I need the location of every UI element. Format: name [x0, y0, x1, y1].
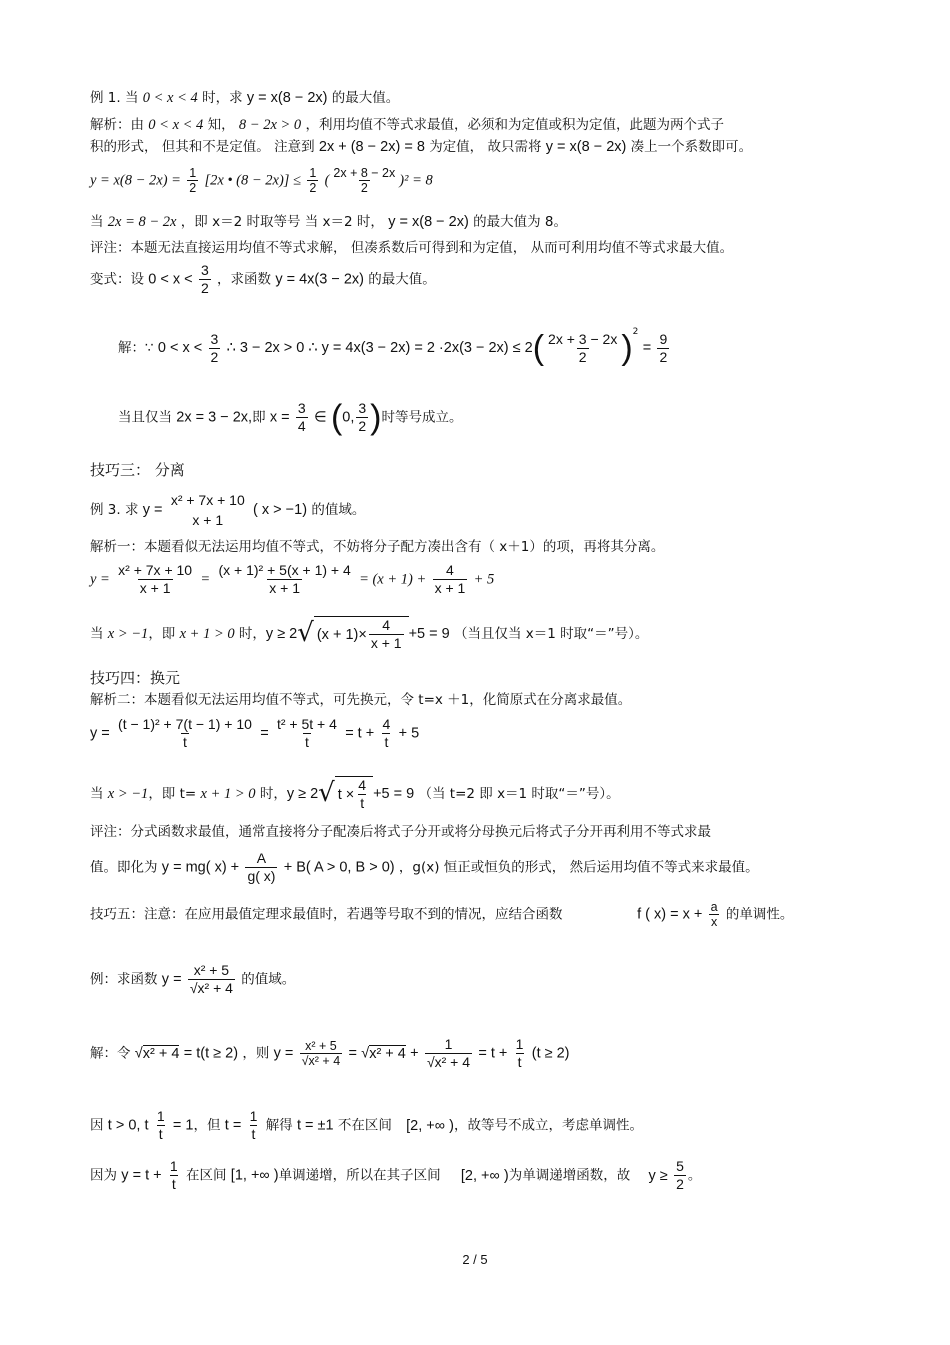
- fraction: $\frac{2x + 3 - 2x}{2}$: [548, 330, 618, 365]
- math: = t +: [478, 1045, 508, 1062]
- math: x + 1 > 0: [200, 786, 256, 802]
- math: +: [410, 1045, 419, 1062]
- math: + B( A > 0, B > 0): [283, 859, 395, 876]
- text: 解：∵: [118, 340, 154, 356]
- fraction: $\frac{1}{2}$: [309, 166, 317, 195]
- technique4-heading: 技巧四：换元: [90, 669, 181, 687]
- math: t =: [224, 1117, 242, 1134]
- fraction: $\frac{4}{x + 1}$: [434, 562, 466, 596]
- text: 的最大值为 8。: [473, 214, 567, 230]
- math: t > 0, t: [107, 1117, 149, 1134]
- math: y = mg( x) +: [161, 859, 240, 876]
- equation4: [90, 716, 419, 751]
- analysis1-line1: [90, 115, 724, 135]
- sqrt-expression: √x² + 4: [134, 1045, 180, 1062]
- interval: [2, +∞ ): [406, 1117, 454, 1134]
- text: 时，: [238, 626, 266, 642]
- fraction: $\frac{3}{4}$: [297, 400, 306, 434]
- comment2-line2: [90, 850, 759, 885]
- math: 0 < x <: [148, 271, 193, 288]
- math: 8 − 2x > 0: [238, 117, 302, 133]
- fraction: $\frac{1}{\text{√x² + 4}}$: [426, 1036, 471, 1070]
- fraction: $\frac{3}{2}$: [210, 330, 219, 365]
- math: x > −1: [107, 626, 149, 642]
- right-paren: ): [370, 398, 382, 437]
- math: 0,: [342, 409, 355, 426]
- math: y = x(8 − 2x): [545, 139, 627, 155]
- text: 变式：设: [90, 271, 144, 288]
- technique3-heading: 技巧三： 分离: [90, 461, 185, 479]
- fraction: $\frac{4}{t}$: [382, 716, 391, 750]
- text: 当: [90, 214, 104, 230]
- left-paren: (: [330, 398, 343, 437]
- fraction: $\frac{1}{t}$: [156, 1108, 165, 1142]
- fraction: x² + 7x + 10 x + 1: [170, 492, 245, 528]
- left-paren: (: [532, 329, 545, 367]
- text: 例：求函数: [90, 971, 158, 988]
- equation3: [90, 562, 494, 597]
- fraction: $\frac{\text{(x + 1)² + 5(x + 1) + 4}}{x + 1}$: [218, 562, 351, 596]
- fraction: $\frac{A}{g( x)}$: [247, 850, 276, 884]
- text: 。: [687, 1167, 702, 1184]
- text: （当且仅当 x＝1 时取“＝”号）。: [453, 626, 649, 642]
- text: 的最大值。: [368, 271, 436, 288]
- text: 单调递增，所以在其子区间: [278, 1167, 441, 1184]
- when4-line: [90, 776, 620, 812]
- math: 0 < x <: [157, 340, 203, 356]
- math: = (x + 1) +: [359, 571, 427, 588]
- example5-line: [90, 962, 295, 997]
- interval: [2, +∞ ): [460, 1167, 509, 1184]
- comment1: 评注：本题无法直接运用均值不等式求解， 但凑系数后可得到和为定值， 从而可利用均值不等式求最大值。: [90, 240, 734, 256]
- text: 为单调递增函数，故: [508, 1167, 631, 1184]
- math: f ( x) = x +: [637, 906, 703, 923]
- fraction: $\frac{1}{t}$: [515, 1036, 524, 1070]
- variant-solution: [118, 322, 671, 366]
- math: y =: [90, 725, 110, 742]
- math: 2x = 8 − 2x: [107, 214, 177, 230]
- solution5-line: [90, 1036, 570, 1071]
- fraction: $\frac{\text{(t − 1)² + 7(t − 1) + 10}}{t}$: [118, 716, 252, 750]
- math: = t(t ≥ 2): [183, 1045, 239, 1062]
- math: =: [260, 725, 269, 742]
- text: 当: [90, 786, 104, 802]
- math: +5 = 9: [373, 786, 415, 802]
- text: 即: [252, 409, 266, 426]
- text: 当且仅当: [118, 409, 172, 426]
- text: 例 3. 求: [90, 502, 139, 518]
- text: 值。即化为: [90, 859, 158, 876]
- text: 当: [90, 626, 104, 642]
- math: y =: [161, 971, 182, 988]
- technique5-line: [90, 900, 793, 929]
- text: 例 1. 当: [90, 90, 139, 106]
- text: 因为: [90, 1167, 117, 1184]
- text: 技巧五：注意：在应用最值定理求最值时，若遇等号取不到的情况，应结合函数: [90, 906, 563, 923]
- fraction: $\frac{\text{x² + 5}}{\text{√x² + 4}}$: [301, 1039, 341, 1068]
- text: ，则: [242, 1045, 270, 1062]
- fraction: $\frac{3}{2}$: [200, 262, 209, 296]
- fraction: $\frac{3}{2}$: [358, 400, 367, 434]
- math: y ≥: [648, 1167, 668, 1184]
- fraction: $\frac{\text{x² + 5}}{\text{√x² + 4}}$: [189, 962, 233, 996]
- fraction: $\frac{9}{2}$: [659, 330, 668, 365]
- text: ，求函数: [217, 271, 272, 288]
- text: 的最大值。: [331, 90, 400, 106]
- math: y = 4x(3 − 2x): [275, 271, 364, 288]
- variant-line: [90, 262, 436, 297]
- reason1-line: [90, 1108, 643, 1143]
- math: ∈: [314, 409, 327, 426]
- fraction: $\frac{1}{2}$: [189, 166, 197, 195]
- fraction: $\frac{5}{2}$: [676, 1158, 684, 1192]
- analysis1-line2: [90, 137, 752, 157]
- math: 2x + (8 − 2x) = 8: [318, 139, 425, 155]
- reason2-line: [90, 1158, 701, 1193]
- when1-line: [90, 212, 567, 232]
- right-paren: ): [621, 329, 633, 367]
- math: y = x(8 − 2x): [388, 214, 469, 230]
- text: ，故等号不成立，考虑单调性。: [453, 1117, 643, 1134]
- math: + 5: [473, 571, 495, 588]
- text: 积的形式， 但其和不是定值。 注意到: [90, 139, 315, 155]
- math: x > −1: [107, 786, 149, 802]
- math: + 5: [398, 725, 420, 742]
- square-root: √ (x + 1)× $\frac{4}{x + 1}$: [297, 616, 408, 652]
- text: 为定值， 故只需将: [429, 139, 542, 155]
- comment2-line1: 评注：分式函数求最值，通常直接将分子配凑后将式子分开或将分母换元后将式子分开再利用不等式求最: [90, 824, 711, 840]
- sqrt-expression: √x² + 4: [361, 1045, 406, 1062]
- square-root: √ t × $\frac{4}{t}$: [318, 776, 373, 812]
- fraction: $\frac{2x + 8 - 2x}{2}$: [333, 166, 396, 195]
- text: 时等号成立。: [381, 409, 463, 426]
- math: y =: [273, 1045, 294, 1062]
- math: [2x • (8 − 2x)] ≤: [204, 172, 302, 189]
- text: 在区间: [186, 1167, 227, 1184]
- iff-line: [118, 400, 463, 435]
- text: 知，: [207, 117, 235, 133]
- text: 因: [90, 1117, 104, 1134]
- math: y ≥ 2: [265, 626, 298, 642]
- math: ∴ 3 − 2x > 0 ∴ y = 4x(3 − 2x) = 2 ·2x(3 − 2x) ≤ 2: [226, 340, 533, 356]
- text: 解析：由: [90, 117, 144, 133]
- text: 的单调性。: [725, 906, 794, 923]
- math: = t +: [345, 725, 375, 742]
- math: =: [348, 1045, 357, 1062]
- fraction: $\frac{1}{t}$: [169, 1158, 178, 1192]
- math: ( x > −1): [253, 502, 308, 518]
- equation1: [90, 166, 433, 195]
- text: 不在区间: [337, 1117, 392, 1134]
- math: =: [200, 571, 211, 588]
- fraction: $\frac{a}{x}$: [710, 900, 718, 929]
- exponent: 2: [632, 327, 639, 337]
- text: 解：令: [90, 1045, 131, 1062]
- math: y ≥ 2: [286, 786, 319, 802]
- text: ，即 t=: [148, 786, 197, 802]
- text: 凑上一个系数即可。: [630, 139, 753, 155]
- text: 的值域。: [241, 971, 296, 988]
- math: +5 = 9: [408, 626, 450, 642]
- when3-line: [90, 616, 648, 652]
- math: 0 < x < 4: [148, 117, 204, 133]
- page-number: 2 / 5: [462, 1252, 488, 1267]
- text: 时，: [259, 786, 287, 802]
- text: 解得: [265, 1117, 293, 1134]
- math: 0 < x < 4: [142, 90, 198, 106]
- text: （当 t=2 即 x＝1 时取“＝”号）。: [418, 786, 620, 802]
- math: (: [324, 172, 330, 189]
- text: ，即: [148, 626, 176, 642]
- text: ，利用均值不等式求最值，必须和为定值或积为定值，此题为两个式子: [305, 117, 724, 133]
- text: 的值域。: [311, 502, 366, 518]
- math: y = x(8 − 2x): [246, 90, 328, 106]
- math: y =: [142, 502, 163, 518]
- math: =: [642, 340, 652, 356]
- example3-line: [90, 490, 365, 530]
- math: 2x = 3 − 2x,: [176, 409, 253, 426]
- fraction: $\frac{\text{t² + 5t + 4}}{t}$: [276, 716, 337, 750]
- fraction: $\frac{1}{t}$: [249, 1108, 258, 1142]
- math: x =: [269, 409, 290, 426]
- text: ，即 x＝2 时取等号 当 x＝2 时，: [180, 214, 384, 230]
- text: ，g(x) 恒正或恒负的形式， 然后运用均值不等式来求最值。: [398, 859, 759, 876]
- math: (t ≥ 2): [531, 1045, 570, 1062]
- text: ，但: [193, 1117, 221, 1134]
- math: x + 1 > 0: [179, 626, 235, 642]
- math: y =: [90, 571, 110, 588]
- analysis4: 解析二：本题看似无法运用均值不等式，可先换元，令 t=x ＋1，化简原式在分离求最值。: [90, 692, 632, 708]
- math: t = ±1: [296, 1117, 334, 1134]
- text: 时，求: [202, 90, 243, 106]
- example1-line: [90, 88, 399, 108]
- math: = 1: [172, 1117, 194, 1134]
- fraction: $\frac{\text{x² + 7x + 10}}{x + 1}$: [118, 562, 193, 596]
- math: y = x(8 − 2x) =: [90, 172, 181, 189]
- math: )² = 8: [399, 172, 433, 189]
- analysis3: 解析一：本题看似无法运用均值不等式，不妨将分子配方凑出含有（ x＋1）的项，再将其分离。: [90, 539, 665, 555]
- math: y = t +: [121, 1167, 162, 1184]
- interval: [1, +∞ ): [230, 1167, 279, 1184]
